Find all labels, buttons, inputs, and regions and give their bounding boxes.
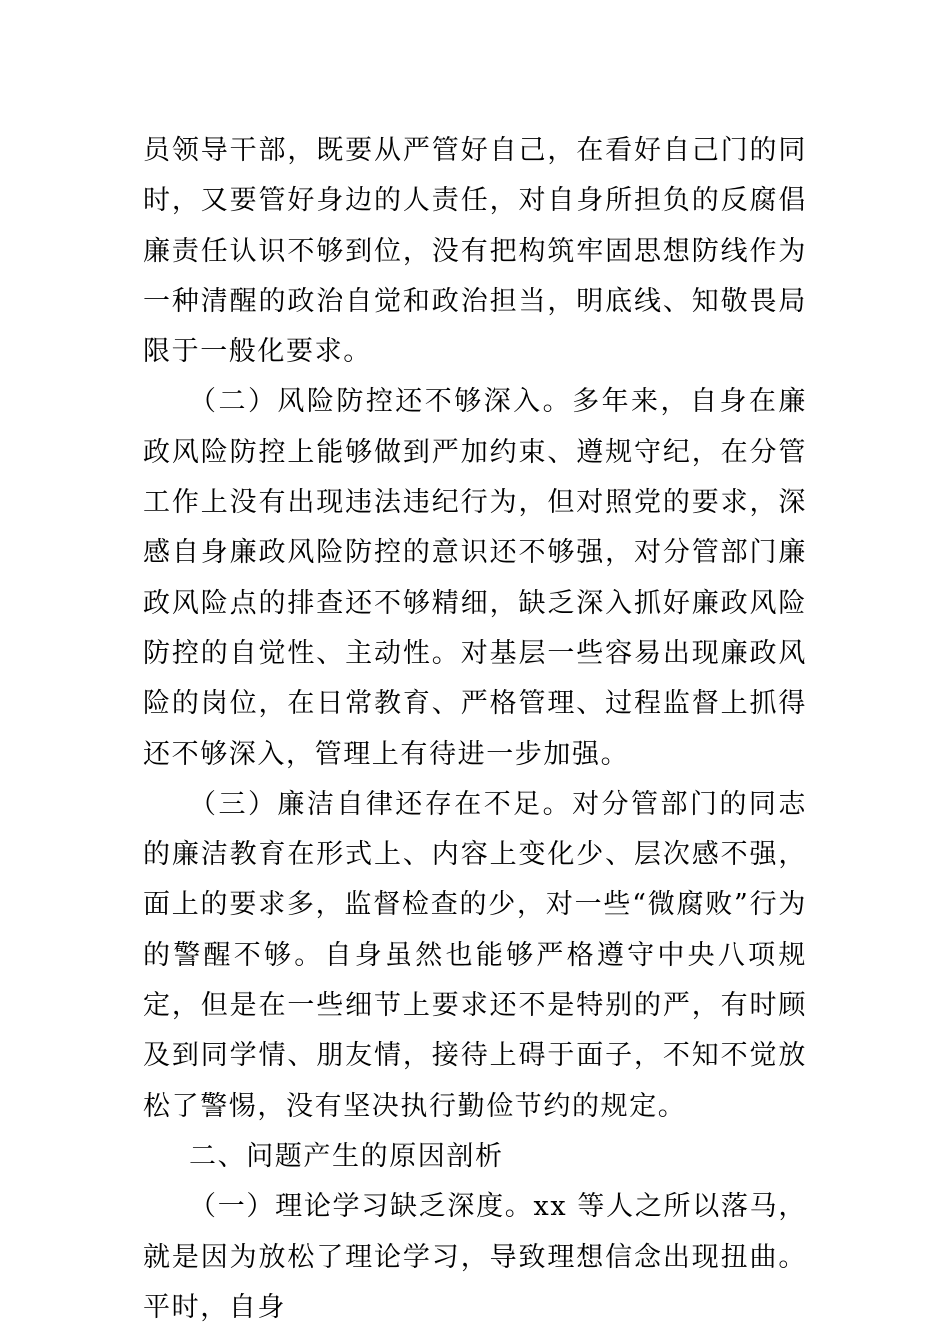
paragraph-self-discipline: （三）廉洁自律还存在不足。对分管部门的同志的廉洁教育在形式上、内容上变化少、层次感不强，面上的要求多，监督检查的少，对一些“微腐败”行为的警醒不够。自身虽然也能够严格遵守中央八项规定，但是在一些细节上要求还不是特别的严，有时顾及到同学情、朋友情，接待上碍于面子，不知不觉放松了警惕，没有坚决执行勤俭节约的规定。 — [143, 788, 807, 1122]
section-heading-cause-analysis: 二、问题产生的原因剖析 — [189, 1140, 504, 1172]
paragraph-continuation: 员领导干部，既要从严管好自己，在看好自己门的同时，又要管好身边的人责任，对自身所担负的反腐倡廉责任认识不够到位，没有把构筑牢固思想防线作为一种清醒的政治自觉和政治担当，明底线、知敬畏局限于一般化要求。 — [143, 135, 807, 368]
paragraph-theory-study: （一）理论学习缺乏深度。xx 等人之所以落马，就是因为放松了理论学习，导致理想信念出现扭曲。平时，自身 — [143, 1191, 807, 1323]
paragraph-risk-control: （二）风险防控还不够深入。多年来，自身在廉政风险防控上能够做到严加约束、遵规守纪，在分管工作上没有出现违法违纪行为，但对照党的要求，深感自身廉政风险防控的意识还不够强，对分管部门廉政风险点的排查还不够精细，缺乏深入抓好廉政风险防控的自觉性、主动性。对基层一些容易出现廉政风险的岗位，在日常教育、严格管理、过程监督上抓得还不够深入，管理上有待进一步加强。 — [143, 386, 807, 770]
document-body — [143, 126, 807, 1333]
